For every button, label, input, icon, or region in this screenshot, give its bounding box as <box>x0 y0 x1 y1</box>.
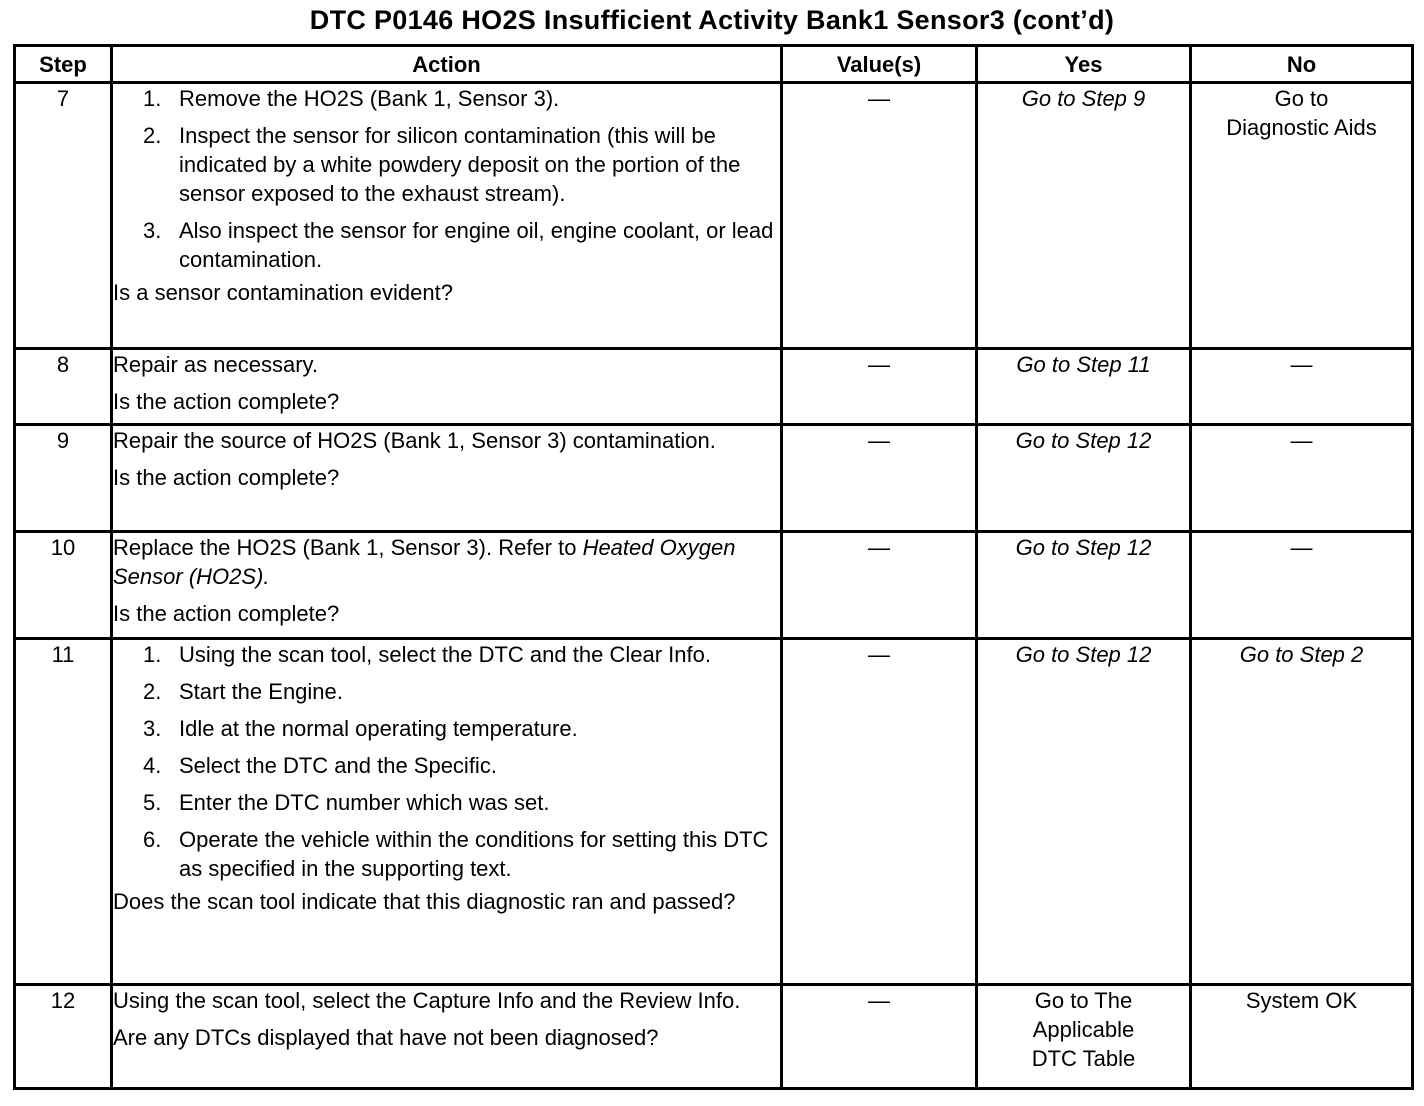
table-row-step-12 <box>15 985 1413 1089</box>
no-cell: System OK <box>1191 985 1413 1089</box>
action-cell <box>112 985 782 1089</box>
value-cell: — <box>782 985 977 1089</box>
action-text: Replace the HO2S (Bank 1, Sensor 3). Refer to Heated Oxygen Sensor (HO2S). <box>113 535 736 589</box>
header-row <box>15 46 1413 83</box>
list-item: 1. Remove the HO2S (Bank 1, Sensor 3). <box>143 86 560 111</box>
header-no: No <box>1191 46 1413 83</box>
value-cell: — <box>782 425 977 532</box>
list-item: 2. Start the Engine. <box>143 679 343 704</box>
list-item: 5. Enter the DTC number which was set. <box>143 790 550 815</box>
table-row-step-11 <box>15 639 1413 985</box>
yes-cell: Go to Step 12 <box>977 532 1191 639</box>
action-text: Repair as necessary. <box>113 352 319 377</box>
step-number: 9 <box>15 425 112 532</box>
yes-cell: Go to Step 9 <box>977 83 1191 349</box>
list-item: 3. Also inspect the sensor for engine oil, engine coolant, or lead contamination. <box>143 218 774 272</box>
step-number: 10 <box>15 532 112 639</box>
step-number: 8 <box>15 349 112 425</box>
table-row-step-8 <box>15 349 1413 425</box>
page-title: DTC P0146 HO2S Insufficient Activity Bank1 Sensor3 (cont’d) <box>309 5 1115 35</box>
action-question: Is a sensor contamination evident? <box>113 280 453 305</box>
no-cell: — <box>1191 425 1413 532</box>
yes-cell: Go to The Applicable DTC Table <box>977 985 1191 1089</box>
no-cell: — <box>1191 532 1413 639</box>
header-yes: Yes <box>977 46 1191 83</box>
table-row-step-9 <box>15 425 1413 532</box>
action-text: Using the scan tool, select the Capture Info and the Review Info. <box>113 988 741 1013</box>
header-values: Value(s) <box>782 46 977 83</box>
step-number: 7 <box>15 83 112 349</box>
action-list <box>113 84 780 274</box>
table-row-step-10 <box>15 532 1413 639</box>
action-cell <box>112 639 782 985</box>
no-cell: Go to Diagnostic Aids <box>1191 83 1413 349</box>
value-cell: — <box>782 639 977 985</box>
reference-link: Heated Oxygen Sensor (HO2S). <box>113 535 736 589</box>
list-item: 1. Using the scan tool, select the DTC and the Clear Info. <box>143 642 711 667</box>
action-cell <box>112 349 782 425</box>
step-number: 11 <box>15 639 112 985</box>
list-item: 6. Operate the vehicle within the conditions for setting this DTC as specified in the supporting text. <box>143 827 769 881</box>
list-item: 2. Inspect the sensor for silicon contamination (this will be indicated by a white powdery deposit on the portion of the sensor exposed to the exhaust stream). <box>143 123 741 206</box>
no-cell: — <box>1191 349 1413 425</box>
header-action: Action <box>112 46 782 83</box>
action-cell <box>112 532 782 639</box>
yes-cell: Go to Step 11 <box>977 349 1191 425</box>
action-question: Is the action complete? <box>113 389 340 414</box>
value-cell: — <box>782 83 977 349</box>
action-question: Is the action complete? <box>113 601 340 626</box>
diagnostic-table <box>13 44 1414 1090</box>
action-question: Is the action complete? <box>113 465 340 490</box>
action-cell <box>112 425 782 532</box>
value-cell: — <box>782 532 977 639</box>
table-row-step-7 <box>15 83 1413 349</box>
action-question: Does the scan tool indicate that this diagnostic ran and passed? <box>113 889 736 914</box>
step-number: 12 <box>15 985 112 1089</box>
yes-cell: Go to Step 12 <box>977 639 1191 985</box>
yes-cell: Go to Step 12 <box>977 425 1191 532</box>
no-cell: Go to Step 2 <box>1191 639 1413 985</box>
list-item: 4. Select the DTC and the Specific. <box>143 753 497 778</box>
action-cell <box>112 83 782 349</box>
list-item: 3. Idle at the normal operating temperature. <box>143 716 578 741</box>
value-cell: — <box>782 349 977 425</box>
action-question: Are any DTCs displayed that have not been diagnosed? <box>113 1025 659 1050</box>
action-text: Repair the source of HO2S (Bank 1, Sensor 3) contamination. <box>113 428 716 453</box>
header-step: Step <box>15 46 112 83</box>
action-list <box>113 640 780 883</box>
